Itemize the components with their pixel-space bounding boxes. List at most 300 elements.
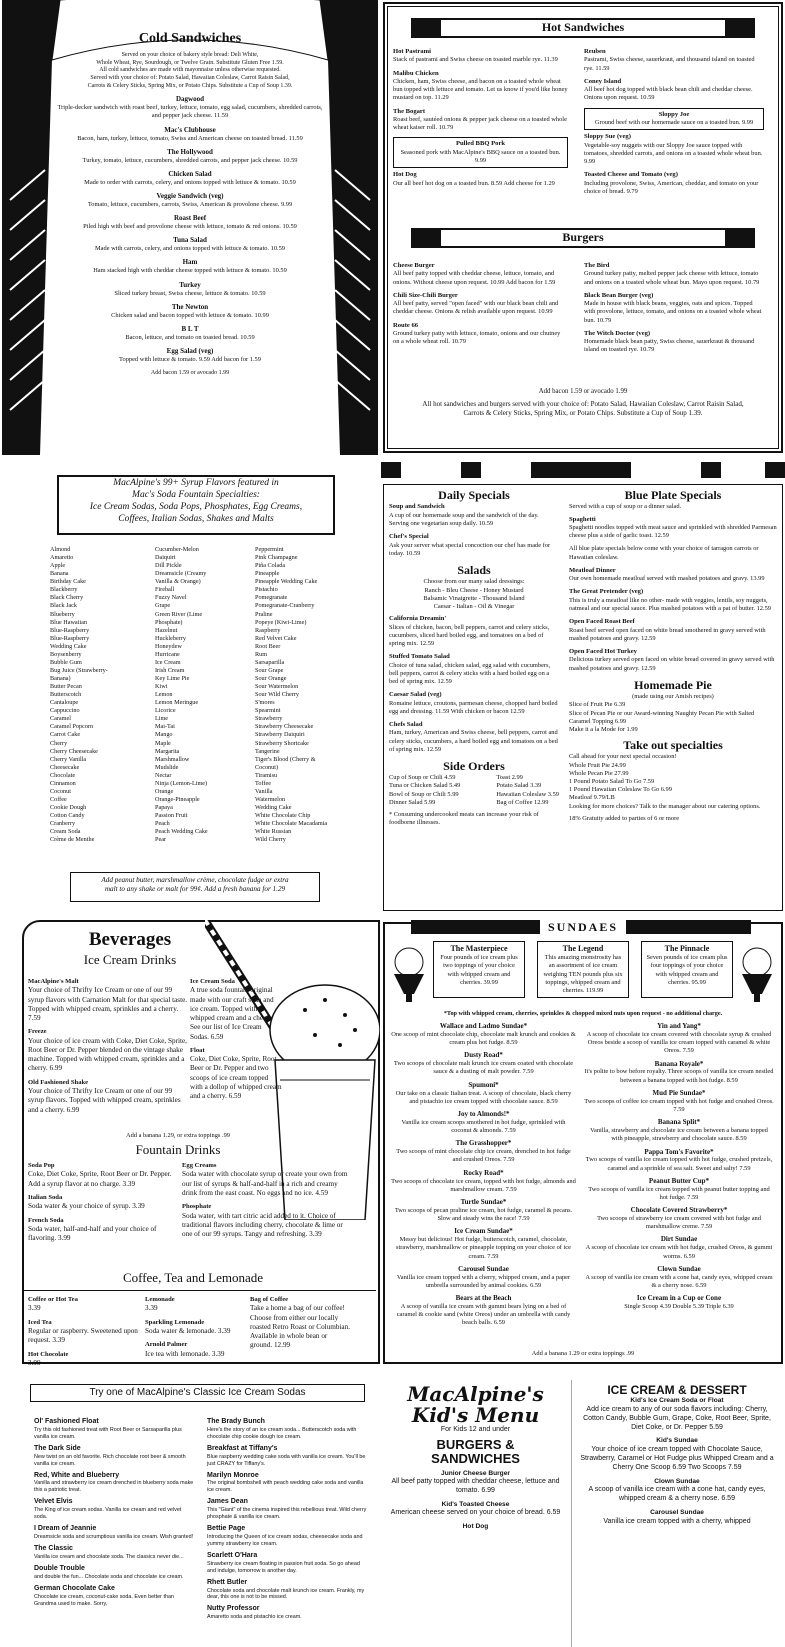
flavor-item: Strawberry Cheesecake xyxy=(255,723,314,731)
flavor-item: Butterscotch xyxy=(50,691,82,699)
flavor-item: Raspberry xyxy=(255,626,281,634)
item-name: Pappa Tom's Favorite* xyxy=(644,1147,714,1156)
hot-sandwich-item xyxy=(393,70,568,103)
flavor-item: Blueberry xyxy=(50,610,75,618)
flavor-item: Vanilla & Orange) xyxy=(155,578,201,586)
kids-dessert-title: ICE CREAM & DESSERT xyxy=(607,1383,747,1397)
flavor-item: Banana) xyxy=(50,675,71,682)
flavor-item: Dreamsicle (Creamy xyxy=(155,570,207,578)
blue-plate-item xyxy=(569,567,777,584)
cold-sandwiches-panel xyxy=(0,0,380,455)
item-desc: Two scoops of chocolate ice cream, topped with hot fudge, almonds and marshmallow cream. 7.59 xyxy=(391,1177,576,1193)
flavor-item: Pistachio xyxy=(255,586,278,594)
big-sundae-item xyxy=(641,941,733,998)
flavor-item: Peach Wedding Cake xyxy=(155,828,208,836)
item-name: The Witch Doctor (veg) xyxy=(584,329,651,337)
flavor-item: Boysenberry xyxy=(50,650,82,658)
item-name: Freeze xyxy=(28,1028,47,1036)
kids-dessert-item xyxy=(577,1437,777,1472)
ice-cream-drink-item xyxy=(28,1028,188,1073)
item-name: Old Fashioned Shake xyxy=(28,1078,89,1086)
item-desc: Turkey, tomato, lettuce, cucumbers, shredded carrots, and pepper jack cheese. 10.59 xyxy=(82,156,298,164)
sundae-item xyxy=(391,1198,576,1223)
item-desc: Sliced turkey breast, Swiss cheese, lettuce & tomato. 10.59 xyxy=(114,289,266,297)
flavor-item: Strawberry Daiquiri xyxy=(255,731,305,739)
flavor-item: Caramel xyxy=(50,715,71,723)
sundae-footer: Add a banana 1.29 or extra toppings .99 xyxy=(531,1350,635,1357)
item-desc: Two scoops of strawberry ice cream covered with hot fudge and marshmallow creme. 7.59 xyxy=(597,1215,761,1231)
item-name: Spumoni* xyxy=(468,1080,499,1089)
syrup-panel xyxy=(0,460,380,915)
item-name: Dusty Road* xyxy=(464,1051,503,1060)
item-desc: Tomato, lettuce, cucumbers, carrots, Swiss, American & provolone cheese. 9.99 xyxy=(87,200,293,208)
item-name: Junior Cheese Burger xyxy=(441,1469,510,1477)
item-desc: All beef patty topped with cheddar cheese, lettuce and tomato. 6.99 xyxy=(391,1477,560,1494)
item-desc: American cheese served on your choice of bread. 6.59 xyxy=(390,1509,561,1517)
takeout-item: 1 Pound Potato Salad To Go 7.59 xyxy=(569,778,655,786)
daily-special-item xyxy=(389,533,559,558)
flavor-item: Sarsaparilla xyxy=(255,658,285,666)
item-name: Chili Size-Chili Burger xyxy=(393,291,458,299)
item-name: Clown Sundae xyxy=(654,1477,700,1485)
item-name: Yin and Yang* xyxy=(657,1022,701,1030)
item-name: Bag of Coffee xyxy=(250,1296,289,1303)
flavor-item: Mudslide xyxy=(155,763,179,771)
syrup-header: MacAlpine's 99+ Syrup Flavors featured in Mac's Soda Fountain Specialties: Ice Cream Sodas, Soda Pops, Phosphates, Egg Creams, Coffees, Italian Sodas, Shakes and Malts xyxy=(89,478,303,524)
item-name: Peanut Butter Cup* xyxy=(648,1176,710,1185)
flavor-item: Pink Champagne xyxy=(255,554,298,562)
item-name: Ol' Fashioned Float xyxy=(34,1418,99,1425)
flavor-item: Birthday Cake xyxy=(50,578,86,586)
classic-soda-item xyxy=(207,1498,367,1521)
item-name: Malibu Chicken xyxy=(393,69,439,77)
item-name: Double Trouble xyxy=(34,1564,85,1572)
item-name: The Legend xyxy=(562,944,604,953)
sundae-item xyxy=(584,1206,774,1231)
flavor-item: Pomegranate-Cranberry xyxy=(255,602,315,610)
item-name: Open Faced Hot Turkey xyxy=(569,647,637,655)
hot-sandwich-item xyxy=(393,108,568,133)
item-name: Banana Royale* xyxy=(654,1059,704,1068)
item-desc: All beef patty, served "open faced" with our black bean chili and cheddar cheese. Onions & relish available upon request. 10.99 xyxy=(393,300,559,316)
side-order-item: Bowl of Soup or Chili 5.99 xyxy=(389,790,459,798)
flavor-item: Chocolate xyxy=(50,771,76,779)
flavor-item: Honeydew xyxy=(155,642,182,650)
kids-menu-panel xyxy=(381,1376,785,1647)
side-order-item: Toast 2.99 xyxy=(496,774,523,782)
sundae-cup-icon xyxy=(737,944,777,1004)
sundae-item xyxy=(391,1294,576,1328)
item-name: Coney Island xyxy=(584,77,622,85)
item-desc: Including provolone, Swiss, American, cheddar, and tomato on your choice of bread. 9.79 xyxy=(584,179,759,195)
item-desc: Your choice of Thrifty Ice Cream or one of our 99 syrup flavors. Topped with whipped cream, sprinkles and a cherry. 6.99 xyxy=(28,1087,181,1114)
item-desc: Messy but delicious! Hot fudge, butterscotch, caramel, chocolate, strawberry, marshmallow or pineapple topping on your choice of ice cream. 7.59 xyxy=(396,1236,571,1260)
item-desc: A true soda fountain original made with our craft soda and ice cream. Topped with whipped cream and a cherry. See our list of Ice Cream Sodas. 6.59 xyxy=(190,986,274,1041)
flavor-item: Orange xyxy=(155,787,174,795)
kids-sub: For Kids 12 and under xyxy=(440,1426,511,1433)
item-desc: Ground turkey patty, melted pepper jack cheese with lettuce, tomato and onions on a toasted whole wheat bun. Mayo upon request. 10.79 xyxy=(584,270,760,286)
classic-soda-item xyxy=(207,1605,367,1621)
flavor-item: Coffee xyxy=(50,795,67,803)
flavor-item: Mai-Tai xyxy=(155,723,175,731)
salads-dressings: Choose from our many salad dressings: Ranch - Bleu Cheese - Honey Mustard Balsamic Vinaigrette - Thousand Island Caesar - Italian - Oil & Vinegar xyxy=(423,578,525,610)
item-desc: Your choice of ice cream topped with Chocolate Sauce, Strawberry, Caramel or Hot Fudge plus Whipped Cream and a Cherry One Scoop 6.59 Two Scoops 7.59 xyxy=(580,1445,774,1471)
item-name: Italian Soda xyxy=(28,1193,63,1201)
item-desc: Chicken salad and bacon topped with lettuce & tomato. 10.99 xyxy=(111,311,269,319)
item-name: I Dream of Jeannie xyxy=(34,1525,97,1533)
coffee-item xyxy=(28,1296,138,1314)
item-name: Kid's Toasted Cheese xyxy=(441,1500,510,1508)
ice-cream-drink-item xyxy=(28,978,188,1023)
side-order-item: Cup of Soup or Chili 4.59 xyxy=(389,774,456,782)
hot-title: Hot Sandwiches xyxy=(441,18,725,38)
flavor-item: Pomegranate xyxy=(255,594,288,602)
takeout-item: Whole Fruit Pie 24.99 xyxy=(569,761,626,769)
flavor-item: Lime xyxy=(155,715,169,723)
item-desc: 3.39 xyxy=(145,1304,158,1313)
gratuity-note: 18% Gratuity added to parties of 6 or more xyxy=(569,814,680,822)
flavor-item: Tiramisu xyxy=(255,771,278,779)
flavor-item: Ninja (Lemon-Lime) xyxy=(155,779,208,787)
item-name: Stuffed Tomato Salad xyxy=(389,653,450,661)
flavor-item: Sour Wild Cherry xyxy=(255,691,299,699)
item-name: German Chocolate Cake xyxy=(34,1584,115,1592)
classic-soda-item xyxy=(207,1579,367,1602)
flavor-item: Wild Cherry xyxy=(255,836,286,844)
item-name: The Newton xyxy=(171,302,209,311)
item-name: Clown Sundae xyxy=(657,1264,701,1273)
takeout-item: Call ahead for your next special occasion! xyxy=(569,753,677,761)
item-name: Hot Dog xyxy=(393,171,417,179)
item-name: MacAlpine's Malt xyxy=(28,978,79,985)
item-desc: A scoop of vanilla ice cream with a cone hat, candy eyes, whipped cream & a cherry nose. 6.59 xyxy=(585,1273,773,1289)
flavor-item: Black Cherry xyxy=(50,594,84,602)
flavor-item: Key Lime Pie xyxy=(155,675,190,682)
item-desc: Two scoops of mint chocolate chip ice cream, drenched in hot fudge and crushed Oreos. 7.59 xyxy=(396,1148,571,1164)
burger-item xyxy=(584,292,764,325)
item-name: Dagwood xyxy=(175,95,204,104)
item-desc: Blue raspberry wedding cake soda with vanilla ice cream. You'll be just CRAZY for Tiffany's. xyxy=(207,1453,366,1467)
kids-dessert-item xyxy=(577,1509,777,1526)
flavor-item: Praline xyxy=(255,610,273,618)
sundae-item xyxy=(391,1227,576,1261)
item-desc: Delicious turkey served open faced on white bread covered in gravy served with mashed potatoes and gravy. 12.59 xyxy=(569,656,775,672)
big-sundae-item xyxy=(537,941,629,998)
burgers-title: Burgers xyxy=(441,228,725,248)
classic-sodas-panel xyxy=(0,1376,380,1647)
item-name: The Pinnacle xyxy=(664,944,710,953)
item-name: Mud Pie Sundae* xyxy=(652,1088,706,1097)
salad-item xyxy=(389,615,559,648)
flavor-item: Nectar xyxy=(155,771,172,779)
item-name: Egg Creams xyxy=(182,1162,217,1169)
item-name: Scarlett O'Hara xyxy=(207,1551,258,1559)
item-desc: and double the fun... Chocolate soda and chocolate ice cream. xyxy=(34,1573,184,1580)
flavor-item: Papaya xyxy=(155,804,173,811)
item-name: The Brady Bunch xyxy=(207,1418,265,1425)
item-name: Kid's Ice Cream Soda or Float xyxy=(630,1397,724,1405)
sundae-item xyxy=(584,1089,774,1114)
cold-sandwich-item xyxy=(55,192,325,209)
flavor-item: Amaretto xyxy=(50,554,74,562)
item-desc: Seasoned pork with MacAlpine's BBQ sauce on a toasted bun. 9.99 xyxy=(400,148,561,165)
classic-soda-item xyxy=(34,1525,194,1541)
item-name: The Dark Side xyxy=(34,1444,81,1452)
salads-title: Salads xyxy=(457,562,491,577)
item-desc: Dreamsicle soda and scrumptious vanilla ice cream. Wish granted! xyxy=(34,1534,194,1541)
sundae-item xyxy=(584,1235,774,1260)
item-desc: Soda water, with tart citric acid added to it. Choice of traditional flavors including cherry, chocolate & lime or one of our 99 syrups. Tangy and refreshing. 3.39 xyxy=(182,1211,343,1238)
flavor-item: Margarita xyxy=(155,747,180,755)
hot-sandwich-item xyxy=(584,108,764,131)
burger-item xyxy=(393,292,568,317)
flavor-item: Cucumber-Melon xyxy=(155,546,199,553)
hot-footer: All hot sandwiches and burgers served with your choice of: Potato Salad, Hawaiian Coleslaw, Carrot Raisin Salad, Carrots & Celery Sticks, Spring Mix, or Potato Chips. Substitute a Cup of Soup 1.39. xyxy=(422,400,744,417)
flavor-item: Passion Fruit xyxy=(155,812,188,820)
flavor-item: Licorice xyxy=(155,707,176,715)
pie-sub: (made using our Amish recipes) xyxy=(632,693,714,701)
item-desc: Your choice of ice cream with Coke, Diet Coke, Sprite, Root Beer or Dr. Pepper blended on the vintage shake machine. Topped with whipped cream, sprinkles and a cherry. 6.99 xyxy=(28,1036,187,1073)
item-desc: Single Scoop 4.39 Double 5.39 Triple 6.39 xyxy=(624,1303,734,1311)
coffee-item xyxy=(145,1341,245,1359)
item-name: The Grasshopper* xyxy=(455,1139,512,1148)
sundae-item xyxy=(391,1081,576,1106)
item-name: Turtle Sundae* xyxy=(460,1197,507,1206)
flavor-item: Huckleberry xyxy=(155,634,186,642)
flavor-item: Blue-Raspberry xyxy=(50,634,90,642)
item-desc: Ground beef with our homemade sauce on a toasted bun. 9.99 xyxy=(594,119,754,127)
pie-title: Homemade Pie xyxy=(634,677,712,692)
item-desc: Four pounds of ice cream plus two toppings of your choice with whipped cream and cherries. 39.99 xyxy=(440,954,518,986)
cold-sandwich-item xyxy=(55,95,325,120)
item-desc: Here's the story of an ice cream soda... Butterscotch soda with chocolate chip cookie dough ice cream. xyxy=(207,1426,357,1440)
item-name: Open Faced Roast Beef xyxy=(569,618,635,626)
flavor-item: Watermelon xyxy=(255,795,286,803)
takeout-item: Meatloaf 9.79/LB xyxy=(569,794,615,802)
item-name: Banana Split* xyxy=(657,1118,701,1127)
flavor-column-3 xyxy=(255,546,327,844)
sundaes-title: SUNDAES xyxy=(381,920,785,935)
classic-soda-item xyxy=(34,1472,194,1495)
flavor-item: Blue Hawaiian xyxy=(50,618,87,626)
coffee-item xyxy=(28,1351,138,1369)
item-name: Sparkling Lemonade xyxy=(145,1318,205,1326)
item-name: Roast Beef xyxy=(173,214,207,223)
item-desc: Two scoops of chocolate malt krunch ice cream coated with chocolate sauce & a dusting of malt powder. 7.59 xyxy=(393,1060,574,1076)
pie-item: Make it a la Mode for 1.99 xyxy=(569,725,638,733)
item-name: Chocolate Covered Strawberry* xyxy=(630,1206,728,1215)
flavor-item: Orange-Pineapple xyxy=(155,795,200,803)
item-name: Tuna Salad xyxy=(173,236,207,245)
item-desc: Two scoops of vanilla ice cream topped with peanut butter topping and hot fudge. 7.59 xyxy=(588,1185,770,1201)
flavor-item: White Chocolate Chip xyxy=(255,812,311,820)
item-name: California Dreamin' xyxy=(389,615,447,623)
takeout-item: 1 Pound Hawaiian Coleslaw To Go 6.99 xyxy=(569,786,672,794)
side-order-item: Bag of Coffee 12.99 xyxy=(496,798,549,806)
pie-item: Slice of Fruit Pie 6.39 xyxy=(569,701,626,709)
flavor-item: Caramel Popcorn xyxy=(50,723,94,731)
item-desc: Vanilla, strawberry and chocolate ice cream between a banana topped with pineapple, strawberry and chocolate sauce. 8.59 xyxy=(590,1127,768,1143)
item-desc: Vegetable-soy nuggets with our Sloppy Joe sauce topped with tomatoes, shredded carrots, and onions on a toasted whole wheat bun. 9.99 xyxy=(584,141,763,166)
flavor-item: Carrot Cake xyxy=(50,731,81,739)
item-name: Dirt Sundae xyxy=(660,1235,698,1244)
flavor-item: Spearmint xyxy=(255,707,281,715)
item-name: Bears at the Beach xyxy=(455,1294,512,1303)
item-name: B L T xyxy=(181,324,199,333)
sides-title: Side Orders xyxy=(443,758,505,773)
item-desc: This amazing monstrosity has an assortment of ice cream weighing TEN pounds plus six toppings, whipped cream and cherries. 119.99 xyxy=(543,954,623,994)
blue-plate-item xyxy=(569,545,777,561)
takeout-title: Take out specialties xyxy=(623,738,723,753)
burger-item xyxy=(584,330,764,355)
flavor-item: Black Jack xyxy=(50,602,77,610)
coffee-item xyxy=(145,1296,245,1314)
coffee-item xyxy=(28,1319,138,1346)
item-desc: Vanilla ice cream and chocolate soda. The classics never die... xyxy=(34,1553,184,1560)
blue-plate-item xyxy=(569,618,777,643)
item-name: Joy to Almonds!* xyxy=(457,1109,510,1118)
sundae-item xyxy=(584,1177,774,1202)
daily-special-item xyxy=(389,503,559,528)
item-name: Pulled BBQ Pork xyxy=(455,140,506,148)
item-name: Cheese Burger xyxy=(393,262,435,269)
item-desc: Your choice of Thrifty Ice Cream or one of our 99 syrup flavors with Carnation Malt for that special taste. Topped with whipped cream, sprinkles and a cherry. 7.59 xyxy=(28,986,188,1023)
item-desc: Vanilla ice cream topped with a cherry, whipped xyxy=(603,1517,751,1525)
flavor-item: Strawberry Shortcake xyxy=(255,739,309,747)
item-desc: Pastrami, Swiss cheese, sauerkraut, and thousand island on toasted rye. 11.59 xyxy=(584,56,755,72)
hot-sandwich-item xyxy=(584,133,764,166)
flavor-item: Cherry Cheesecake xyxy=(50,747,98,755)
item-desc: Choice of tuna salad, chicken salad, egg salad with cucumbers, bell peppers, carrot & celery sticks with a hard boiled egg on a bed of spring mix. 12.59 xyxy=(389,661,551,685)
flavor-item: Mango xyxy=(155,731,173,739)
salad-item xyxy=(389,721,559,754)
item-desc: A scoop of chocolate ice cream with hot fudge, crushed Oreos, & gummi worms. 6.59 xyxy=(585,1244,773,1260)
item-desc: Stack of pastrami and Swiss cheese on toasted marble rye. 11.39 xyxy=(393,56,558,64)
classic-soda-item xyxy=(34,1545,194,1561)
item-desc: Roast beef served open faced on white bread smothered in gravy served with mashed potatoes and gravy. 12.59 xyxy=(569,626,766,642)
kids-dessert-item xyxy=(577,1397,777,1432)
item-desc: Our take on a classic Italian treat. A scoop of chocolate, black cherry and pistachio ice cream topped with chocolate sauce. 8.59 xyxy=(395,1089,572,1105)
item-desc: Two scoops of pecan praline ice cream, hot fudge, caramel & pecans. Slow and steady wins the race! 7.59 xyxy=(394,1206,573,1223)
item-desc: One scoop of mint chocolate chip, chocolate malt krunch and cookies & cream plus hot fudge. 8.59 xyxy=(391,1030,576,1047)
sundae-item xyxy=(391,1265,576,1290)
item-desc: Spaghetti noodles topped with meat sauce and sprinkled with shredded Parmesan cheese plus a side of garlic toast. 12.59 xyxy=(569,523,777,540)
classic-title: Try one of MacAlpine's Classic Ice Cream Sodas xyxy=(30,1384,365,1402)
flavor-item: Cherry xyxy=(50,739,68,747)
item-desc: Take a home a bag of our coffee! Choose from either our locally roasted Retro Roast or Columbian. Available in whole bean or ground. 12.99 xyxy=(250,1304,351,1350)
fountain-drink-item xyxy=(28,1217,178,1244)
item-desc: Topped with lettuce & tomato. 9.59 Add bacon for 1.59 xyxy=(119,355,261,363)
side-order-item: Dinner Salad 5.99 xyxy=(389,798,436,806)
sundaes-panel xyxy=(381,920,785,1370)
item-desc: Regular or raspberry. Sweetened upon request. 3.39 xyxy=(28,1327,138,1345)
ice-cream-drinks-title: Ice Cream Drinks xyxy=(83,952,177,968)
fountain-drink-item xyxy=(182,1203,352,1239)
item-name: The Great Pretender (veg) xyxy=(569,588,644,596)
cold-sandwich-item xyxy=(55,258,325,275)
item-name: Ice Cream in a Cup or Cone xyxy=(636,1294,722,1303)
coffee-title: Coffee, Tea and Lemonade xyxy=(122,1270,264,1285)
flavor-item: Strawberry xyxy=(255,715,283,723)
flavor-item: Toffee xyxy=(255,779,271,787)
classic-soda-item xyxy=(207,1472,367,1495)
flavor-item: Red Velvet Cake xyxy=(255,634,297,642)
item-name: Black Bean Burger (veg) xyxy=(584,291,654,299)
hot-sandwich-item xyxy=(393,137,568,168)
coffee-item xyxy=(250,1296,350,1351)
beverages-title: Beverages xyxy=(88,929,172,950)
classic-soda-item xyxy=(207,1445,367,1468)
sundae-cup-icon xyxy=(389,944,429,1004)
specials-panel xyxy=(381,460,785,915)
item-desc: Ham, turkey, American and Swiss cheese, bell peppers, carrot and celery sticks, cucumbers, a hard boiled egg and tomatoes on a bed of spring mix. 12.59 xyxy=(389,729,558,753)
item-desc: Vanilla ice cream scoops smothered in hot fudge, sprinkled with coconut & almonds. 7.59 xyxy=(401,1118,566,1135)
classic-soda-item xyxy=(207,1552,367,1575)
item-desc: All beef hot dog topped with black bean chili and cheddar cheese. Onions upon request. 10.59 xyxy=(584,86,753,102)
cold-sandwich-item xyxy=(55,214,325,231)
item-desc: Ham stacked high with cheddar cheese topped with lettuce & tomato. 10.59 xyxy=(93,267,287,275)
kids-item xyxy=(383,1523,568,1531)
item-name: Sloppy Sue (veg) xyxy=(584,133,631,141)
item-name: Bettie Page xyxy=(207,1525,246,1533)
item-name: Lemonade xyxy=(145,1296,175,1303)
item-desc: All beef patty topped with cheddar cheese, lettuce, tomato, and onions. Without cheese upon request. 10.99 Add bacon for 1.59 xyxy=(393,270,556,286)
flavor-item: Cheesecake xyxy=(50,763,80,771)
flavor-item: Pear xyxy=(155,836,166,844)
item-desc: 3.39 xyxy=(28,1304,41,1313)
flavor-item: Pineapple Wedding Cake xyxy=(255,578,318,586)
flavor-item: Lemon Meringue xyxy=(155,699,199,707)
flavor-item: Maple xyxy=(155,739,171,747)
flavor-item: Butter Pecan xyxy=(50,683,82,691)
item-desc: This is truly a meatloaf like no other- made with veggies, lentils, soy nuggets, oatmeal and our special sauce. Plus mashed potatoes with a pat of butter. 12.59 xyxy=(569,596,771,612)
item-name: Red, White and Blueberry xyxy=(34,1471,120,1479)
flavor-item: Cappuccino xyxy=(50,707,80,715)
item-name: Chefs Salad xyxy=(389,720,423,728)
flavor-item: Apple xyxy=(50,562,66,570)
item-name: Toasted Cheese and Tomato (veg) xyxy=(584,171,678,179)
item-name: Sloppy Joe xyxy=(658,110,690,118)
item-desc: Chicken, ham, Swiss cheese, and bacon on a toasted whole wheat bun topped with lettuce and tomato. Let us know if you'd like honey mustard on top. 11.29 xyxy=(393,78,568,102)
flavor-item: Sour Grape xyxy=(255,666,284,674)
item-desc: Triple-decker sandwich with roast beef, turkey, lettuce, tomato, egg salad, cucumbers, shredded carrots, and pepper jack cheese. 11.59 xyxy=(57,104,323,120)
sundae-item xyxy=(584,1294,774,1311)
flavor-item: Root Beer xyxy=(255,642,281,650)
flavor-item: Tiger's Blood (Cherry & xyxy=(255,755,316,763)
item-name: Chef's Special xyxy=(389,533,429,541)
flavor-item: Fuzzy Navel xyxy=(155,594,187,602)
sundae-item xyxy=(584,1118,774,1143)
cold-sandwich-item xyxy=(55,126,325,143)
cold-title: Cold Sandwiches xyxy=(138,31,242,46)
flavor-item: Piña Colada xyxy=(255,562,286,570)
flavor-item: Almond xyxy=(50,546,71,553)
pie-item: Slice of Pecan Pie or our Award-winning Naughty Pecan Pie with Salted Caramel Topping 6.99 xyxy=(569,709,755,725)
item-name: Hot Pastrami xyxy=(393,48,431,55)
blue-plate-item xyxy=(569,648,777,673)
classic-soda-item xyxy=(34,1565,194,1581)
side-order-item: Potato Salad 3.39 xyxy=(496,782,542,790)
item-name: Meatloaf Dinner xyxy=(569,566,616,574)
flavor-item: Peach xyxy=(155,820,170,828)
flavor-item: Cranberry xyxy=(50,820,76,828)
sundae-item xyxy=(584,1265,774,1290)
sundae-item xyxy=(391,1169,576,1194)
item-name: Kid's Sundae xyxy=(656,1437,698,1445)
side-order-item: Tuna or Chicken Salad 5.49 xyxy=(389,782,461,790)
sundae-item xyxy=(391,1139,576,1164)
cold-sandwich-item xyxy=(55,303,325,320)
